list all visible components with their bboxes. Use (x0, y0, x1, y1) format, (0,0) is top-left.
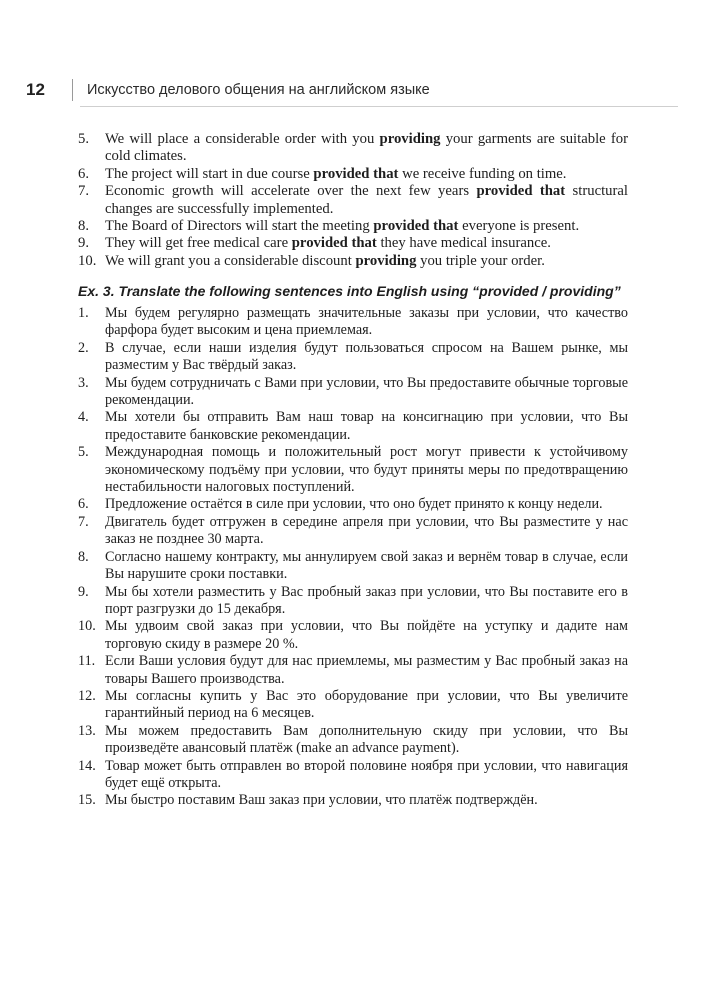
list-item (78, 496, 628, 513)
exercise-2-list (78, 131, 628, 270)
item-text: The project will start in due course (105, 165, 314, 182)
item-text: We will place a considerable order with you (105, 131, 380, 147)
list-item (78, 444, 628, 496)
list-item (78, 235, 628, 252)
list-item (78, 183, 628, 218)
item-text: Мы согласны купить у Вас это оборудование при условии, что Вы увеличите гарантийный период на 6 месяцев. (105, 687, 628, 722)
list-item (78, 549, 628, 584)
item-keyword: provided that (373, 218, 459, 235)
item-keyword: provided that (476, 183, 566, 200)
header-rule (80, 106, 678, 107)
header-separator (72, 79, 73, 101)
item-number: 9. (78, 235, 90, 252)
list-item (78, 253, 628, 270)
item-text: Предложение остаётся в силе при условии, что оно будет принято к концу недели. (105, 496, 603, 513)
list-item (78, 758, 628, 793)
item-text: Мы быстро поставим Ваш заказ при условии, что платёж подтверждён. (105, 792, 538, 809)
item-text: Товар может быть отправлен во второй половине ноября при условии, что навигация будет ещё открыта. (105, 757, 628, 791)
item-text: you triple your order. (416, 252, 545, 269)
item-number: 15. (78, 792, 96, 809)
item-keyword: provided that (291, 235, 377, 252)
item-text: Мы можем предоставить Вам дополнительную скиду при условии, что Вы произведёте авансовый платёж (make an advance payment). (105, 722, 628, 757)
item-number: 10. (78, 252, 97, 269)
list-item (78, 514, 628, 549)
list-item (78, 131, 628, 166)
item-number: 3. (78, 374, 89, 391)
item-number: 5. (78, 131, 90, 147)
item-number: 13. (78, 722, 96, 739)
item-number: 10. (78, 618, 96, 635)
item-text: Мы будем регулярно размещать значительные заказы при условии, что качество фарфора будет высоким и цена приемлемая. (105, 305, 628, 339)
list-item (78, 618, 628, 653)
item-text: structural changes are successfully implemented. (105, 183, 628, 217)
item-number: 7. (78, 513, 89, 530)
item-number: 1. (78, 305, 89, 321)
list-item (78, 218, 628, 235)
item-text: Если Ваши условия будут для нас приемлемы, мы разместим у Вас пробный заказ на товары Вашего производства. (105, 653, 628, 687)
item-keyword: providing (379, 131, 441, 147)
list-item (78, 792, 628, 809)
item-text: Мы будем сотрудничать с Вами при условии, что Вы предоставите обычные торговые рекомендации. (105, 374, 628, 409)
item-text: The Board of Directors will start the meeting (105, 218, 374, 235)
list-item (78, 340, 628, 375)
item-text: Двигатель будет отгружен в середине апреля при условии, что Вы разместите у нас заказ не позднее 30 марта. (105, 513, 628, 548)
list-item (78, 584, 628, 619)
page-number: 12 (26, 80, 45, 99)
list-item (78, 305, 628, 340)
item-number: 4. (78, 409, 89, 426)
list-item (78, 375, 628, 410)
running-title: Искусство делового общения на английском языке (87, 82, 430, 98)
item-text: they have medical insurance. (376, 235, 551, 252)
item-number: 8. (78, 218, 90, 235)
item-number: 8. (78, 548, 89, 565)
list-item (78, 409, 628, 444)
item-number: 7. (78, 183, 90, 200)
item-keyword: provided that (313, 165, 399, 182)
item-keyword: providing (355, 252, 417, 269)
item-number: 14. (78, 757, 96, 774)
item-number: 6. (78, 165, 90, 182)
item-text: Согласно нашему контракту, мы аннулируем свой заказ и вернём товар в случае, если Вы нарушите сроки поставки. (105, 548, 628, 583)
item-text: Международная помощь и положительный рост могут привести к устойчивому экономическому подъёму при условии, что будут приняты меры по предотвращению нестабильности налоговых поступлений. (105, 444, 628, 496)
exercise-3-heading: Ex. 3. Translate the following sentences into English using “provided / providing” (78, 283, 621, 299)
item-number: 12. (78, 687, 96, 704)
list-item (78, 723, 628, 758)
item-number: 5. (78, 444, 89, 461)
exercise-3-list (78, 305, 628, 810)
item-number: 9. (78, 583, 89, 600)
item-text: We will grant you a considerable discount (105, 252, 356, 269)
item-text: They will get free medical care (105, 235, 292, 252)
item-number: 6. (78, 496, 89, 513)
item-text: your garments are suitable for cold climates. (105, 131, 628, 165)
list-item (78, 653, 628, 688)
item-text: Мы бы хотели разместить у Вас пробный заказ при условии, что Вы поставите его в порт разгрузки до 15 декабря. (105, 583, 628, 617)
list-item (78, 688, 628, 723)
item-text: Мы удвоим свой заказ при условии, что Вы пойдёте на уступку и дадите нам торговую скиду в размере 20 %. (105, 618, 628, 652)
item-text: В случае, если наши изделия будут пользоваться спросом на Вашем рынке, мы разместим у Вас твёрдый заказ. (105, 339, 628, 374)
list-item (78, 166, 628, 183)
running-header (26, 76, 678, 104)
item-text: everyone is present. (458, 218, 580, 235)
item-number: 2. (78, 339, 89, 356)
item-text: we receive funding on time. (398, 165, 567, 182)
item-number: 11. (78, 653, 96, 670)
item-text: Economic growth will accelerate over the next few years (105, 183, 477, 200)
item-text: Мы хотели бы отправить Вам наш товар на консигнацию при условии, что Вы предоставите банковские рекомендации. (105, 409, 628, 443)
